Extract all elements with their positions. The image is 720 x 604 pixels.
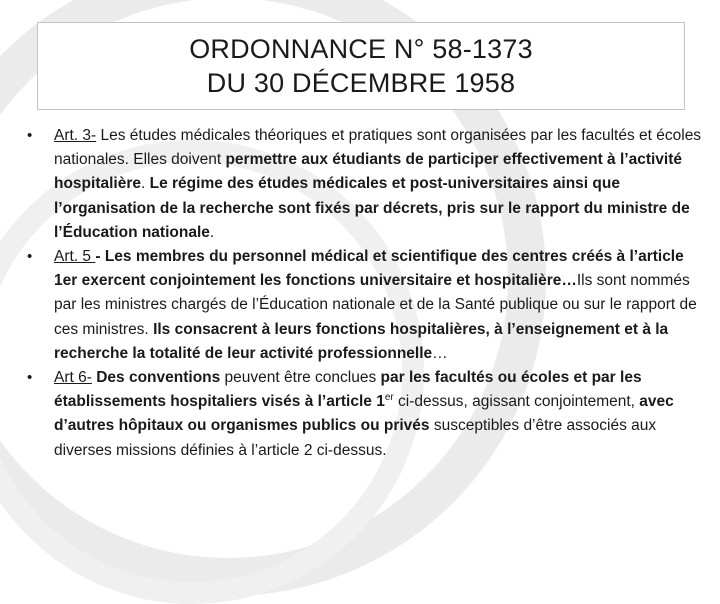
article-text-bold: Le régime des études médicales et post-universitaires ainsi que l’organisation de la recherche sont fixés par décrets, pris sur le rapport du ministre de l’Éducation nationale	[54, 175, 690, 241]
article-list	[26, 124, 706, 463]
article-item-6	[26, 366, 706, 463]
article-text-bold: avec d’autres hôpitaux ou organismes publics ou privés	[54, 393, 674, 435]
article-label: Art. 5	[54, 248, 96, 266]
title-line-2: DU 30 DÉCEMBRE 1958	[206, 68, 516, 98]
article-label: Art. 3-	[54, 127, 97, 144]
article-text-bold: Ils consacrent à leurs fonctions hospitalières, à l’enseignement et à la recherche la totalité de leur activité professionnelle	[54, 320, 669, 362]
article-text-segment: susceptibles d’être associés aux diverses missions définies à l’article 2 ci-dessus.	[54, 417, 657, 459]
article-text-segment: …	[432, 344, 448, 362]
article-text-bold: Des conventions	[96, 369, 221, 387]
article-text-segment: peuvent être conclues	[220, 369, 381, 387]
article-text-segment: .	[209, 223, 215, 241]
article-text-bold: par les facultés ou écoles et par les établissements hospitaliers visés à l’article 1	[54, 369, 642, 411]
article-text-segment: Les études médicales théoriques et pratiques sont organisées par les facultés et écoles nationales. Elles doivent	[54, 127, 702, 169]
bullet-icon: •	[27, 369, 33, 387]
article-text-segment: ci-dessus, agissant conjointement,	[393, 393, 640, 411]
article-text-bold: permettre aux étudiants de participer effectivement à l’activité hospitalière	[54, 151, 683, 193]
article-item-3	[26, 124, 706, 245]
content-area	[26, 124, 706, 463]
bullet-icon: •	[27, 127, 33, 144]
article-text-segment: .	[141, 175, 150, 193]
article-label: Art 6-	[54, 369, 92, 387]
article-text-bold: - Les membres du personnel médical et scientifique des centres créés à l’article 1er exercent conjointement les fonctions universitaire et hospitalière…	[54, 248, 684, 290]
title-line-1: ORDONNANCE N° 58-1373	[189, 34, 533, 64]
article-item-5	[26, 245, 706, 366]
article-text-superscript: er	[384, 392, 394, 404]
title-box	[37, 22, 685, 110]
bullet-icon: •	[27, 248, 33, 266]
article-text-segment: Ils sont nommés par les ministres chargés de l’Éducation nationale et de la Santé publique ou sur le rapport de ces ministres.	[54, 272, 697, 338]
